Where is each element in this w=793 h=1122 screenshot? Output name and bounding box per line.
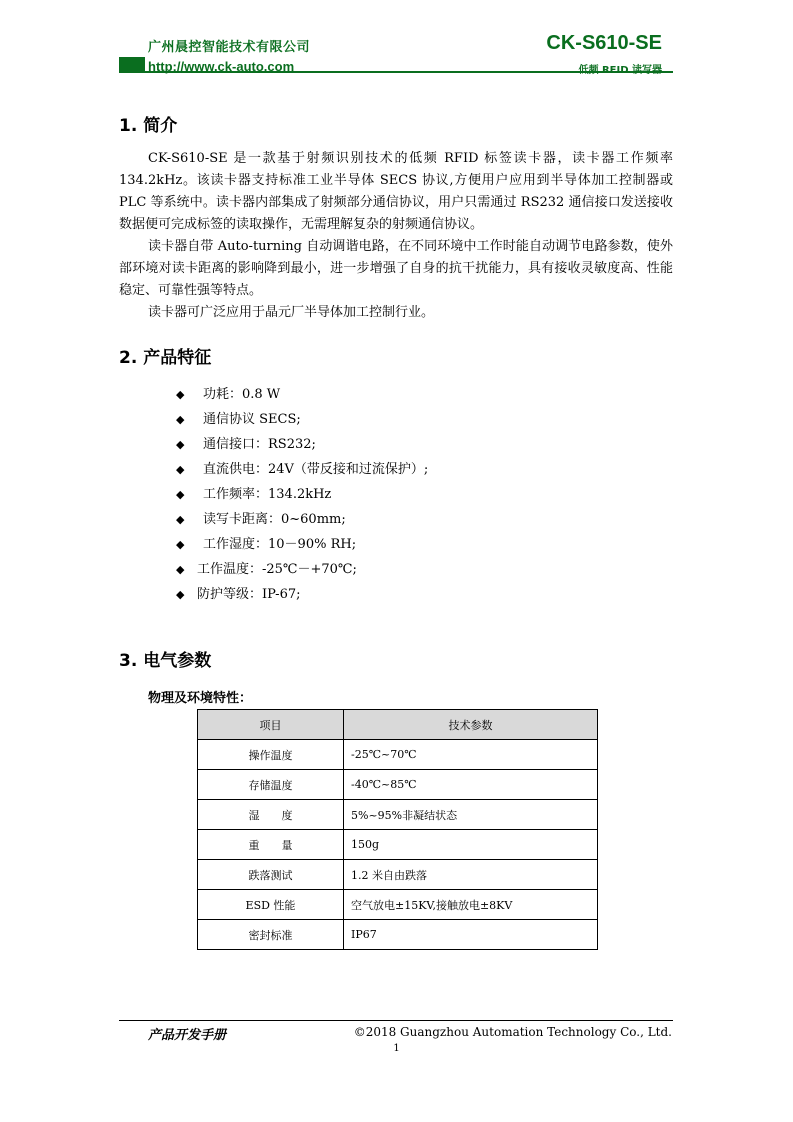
intro-paragraph-2: 读卡器自带 Auto-turning 自动调谐电路，在不同环境中工作时能自动调节电路参数，使外部环境对读卡距离的影响降到最小，进一步增强了自身的抗干扰能力，具有接收灵敏度高、性能稳定、可靠性强等特点。 (119, 239, 673, 298)
spec-table (197, 709, 598, 950)
spec-value: -40℃~85℃ (344, 770, 598, 800)
list-item (176, 432, 428, 457)
feature-text: 通信协议 SECS; (203, 411, 301, 427)
table-row (198, 830, 598, 860)
diamond-bullet-icon: ◆ (176, 437, 185, 451)
spec-key: 操作温度 (198, 740, 344, 770)
spec-key: 重 量 (198, 830, 344, 860)
spec-value: 空气放电±15KV,接触放电±8KV (344, 890, 598, 920)
diamond-bullet-icon: ◆ (176, 512, 185, 526)
list-item (176, 532, 428, 557)
feature-text: 工作湿度：10－90% RH; (203, 536, 357, 552)
feature-text: 防护等级：IP-67; (197, 586, 301, 602)
product-model: CK-S610-SE (546, 32, 662, 54)
table-header-row (198, 710, 598, 740)
list-item (176, 482, 428, 507)
feature-text: 通信接口：RS232; (203, 436, 316, 452)
feature-text: 读写卡距离：0~60mm; (203, 511, 346, 527)
spec-key: ESD 性能 (198, 890, 344, 920)
spec-key: 存储温度 (198, 770, 344, 800)
spec-key: 跌落测试 (198, 860, 344, 890)
page-number: 1 (393, 1043, 400, 1054)
feature-text: 工作频率：134.2kHz (203, 486, 332, 502)
feature-text: 直流供电：24V（带反接和过流保护）; (203, 461, 429, 477)
table-row (198, 800, 598, 830)
diamond-bullet-icon: ◆ (176, 537, 185, 551)
spec-value: 1.2 米自由跌落 (344, 860, 598, 890)
spec-value: 150g (344, 830, 598, 860)
list-item (176, 582, 428, 607)
feature-text: 功耗：0.8 W (203, 386, 281, 402)
electrical-heading: 3. 电气参数 (119, 651, 212, 671)
list-item (176, 507, 428, 532)
company-url[interactable]: http://www.ck-auto.com (148, 59, 295, 74)
company-name: 广州晨控智能技术有限公司 (148, 40, 311, 55)
column-header-value: 技术参数 (344, 710, 598, 740)
footer-copyright: ©2018 Guangzhou Automation Technology Co., Ltd. (353, 1025, 672, 1039)
spec-value: IP67 (344, 920, 598, 950)
spec-key: 密封标准 (198, 920, 344, 950)
footer-manual-title: 产品开发手册 (148, 1028, 227, 1043)
diamond-bullet-icon: ◆ (176, 462, 185, 476)
product-subtitle: 低频 RFID 读写器 (578, 65, 662, 76)
feature-text: 工作温度：-25℃－+70℃; (197, 561, 357, 577)
list-item (176, 457, 428, 482)
table-row (198, 740, 598, 770)
table-row (198, 890, 598, 920)
footer-rule (119, 1020, 673, 1021)
table-row (198, 770, 598, 800)
diamond-bullet-icon: ◆ (176, 562, 185, 576)
list-item (176, 382, 428, 407)
spec-key: 湿 度 (198, 800, 344, 830)
table-row (198, 860, 598, 890)
diamond-bullet-icon: ◆ (176, 487, 185, 501)
list-item (176, 557, 428, 582)
diamond-bullet-icon: ◆ (176, 587, 185, 601)
intro-heading: 1. 简介 (119, 116, 178, 136)
features-heading: 2. 产品特征 (119, 348, 212, 368)
list-item (176, 407, 428, 432)
column-header-item: 项目 (198, 710, 344, 740)
diamond-bullet-icon: ◆ (176, 387, 185, 401)
physical-specs-subheading: 物理及环境特性： (148, 691, 253, 706)
intro-paragraph-1: CK-S610-SE 是一款基于射频识别技术的低频 RFID 标签读卡器，读卡器工作频率 134.2kHz。该读卡器支持标准工业半导体 SECS 协议,方便用户应用到半导体加工控制器或 PLC 等系统中。读卡器内部集成了射频部分通信协议，用户只需通过 RS232 通信接口发送接收数据便可完成标签的读取操作，无需理解复杂的射频通信协议。 (119, 151, 673, 232)
spec-value: 5%~95%非凝结状态 (344, 800, 598, 830)
spec-value: -25℃~70℃ (344, 740, 598, 770)
diamond-bullet-icon: ◆ (176, 412, 185, 426)
feature-list (176, 382, 428, 607)
header-color-block (119, 57, 145, 73)
table-row (198, 920, 598, 950)
intro-paragraph-3: 读卡器可广泛应用于晶元厂半导体加工控制行业。 (148, 305, 435, 320)
